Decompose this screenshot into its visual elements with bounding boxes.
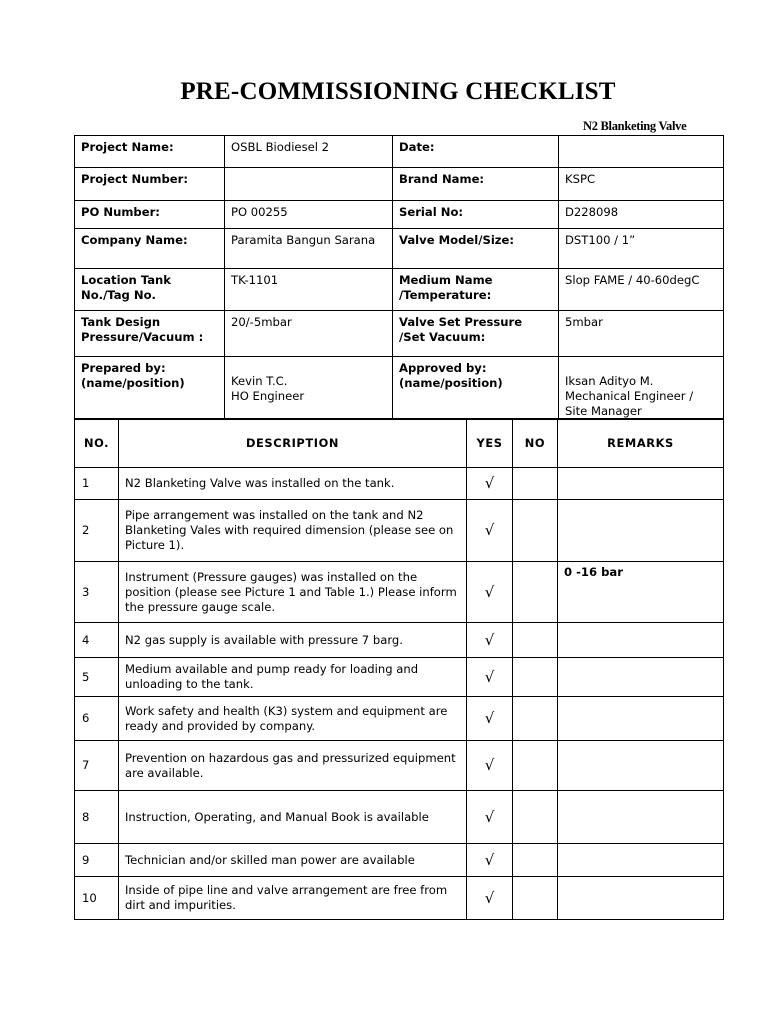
table-row: [75, 741, 724, 791]
row-no-check: [513, 741, 558, 791]
col-header-description: DESCRIPTION: [119, 419, 467, 468]
approved-by-label: Approved by: (name/position): [393, 357, 559, 420]
approved-by-value: [559, 357, 724, 420]
date-label: Date:: [393, 136, 559, 168]
col-header-no-mark: NO: [513, 419, 558, 468]
row-number: 5: [75, 658, 119, 697]
row-number: 9: [75, 844, 119, 877]
row-description: Instrument (Pressure gauges) was installed on the position (please see Picture 1 and Table 1.) Please inform the pressure gauge scale.: [119, 562, 467, 623]
row-description: N2 Blanketing Valve was installed on the tank.: [119, 468, 467, 500]
medium-value: Slop FAME / 40-60degC: [559, 269, 724, 311]
row-no-check: [513, 658, 558, 697]
row-no-check: [513, 697, 558, 741]
checklist-body: [75, 468, 724, 920]
table-row: [75, 697, 724, 741]
table-row: [75, 500, 724, 562]
row-description: Pipe arrangement was installed on the tank and N2 Blanketing Vales with required dimension (please see on Picture 1).: [119, 500, 467, 562]
table-row: [75, 877, 724, 920]
company-name-label: Company Name:: [75, 229, 225, 269]
col-header-yes: YES: [467, 419, 513, 468]
col-header-no: NO.: [75, 419, 119, 468]
row-number: 6: [75, 697, 119, 741]
table-row: [75, 844, 724, 877]
row-description: Instruction, Operating, and Manual Book is available: [119, 791, 467, 844]
project-name-value: OSBL Biodiesel 2: [225, 136, 393, 168]
tank-design-label: Tank Design Pressure/Vacuum :: [75, 311, 225, 357]
row-description: Inside of pipe line and valve arrangement are free from dirt and impurities.: [119, 877, 467, 920]
row-no-check: [513, 877, 558, 920]
table-row: [75, 562, 724, 623]
table-row: [75, 468, 724, 500]
project-name-label: Project Name:: [75, 136, 225, 168]
row-remarks: [558, 468, 724, 500]
row-no-check: [513, 791, 558, 844]
row-description: Work safety and health (K3) system and equipment are ready and provided by company.: [119, 697, 467, 741]
row-number: 3: [75, 562, 119, 623]
project-number-value: [225, 168, 393, 201]
row-no-check: [513, 623, 558, 658]
page-title: PRE-COMMISSIONING CHECKLIST: [180, 78, 616, 105]
row-description: Technician and/or skilled man power are available: [119, 844, 467, 877]
row-remarks: [558, 697, 724, 741]
row-yes-check: √: [467, 562, 513, 623]
row-yes-check: √: [467, 741, 513, 791]
po-number-label: PO Number:: [75, 201, 225, 229]
row-remarks: [558, 877, 724, 920]
row-remarks: [558, 844, 724, 877]
medium-label: Medium Name /Temperature:: [393, 269, 559, 311]
valve-model-value: DST100 / 1”: [559, 229, 724, 269]
row-yes-check: √: [467, 623, 513, 658]
row-yes-check: √: [467, 468, 513, 500]
checklist-table: [74, 418, 724, 920]
row-description: Medium available and pump ready for loading and unloading to the tank.: [119, 658, 467, 697]
row-remarks: [558, 658, 724, 697]
row-number: 7: [75, 741, 119, 791]
row-yes-check: √: [467, 697, 513, 741]
row-remarks: [558, 741, 724, 791]
row-yes-check: √: [467, 877, 513, 920]
prepared-by-value: [225, 357, 393, 420]
prepared-by-label: Prepared by: (name/position): [75, 357, 225, 420]
row-remarks: [558, 791, 724, 844]
row-yes-check: √: [467, 791, 513, 844]
col-header-remarks: REMARKS: [558, 419, 724, 468]
row-remarks: [558, 500, 724, 562]
row-number: 4: [75, 623, 119, 658]
row-remarks: 0 -16 bar: [558, 562, 724, 623]
approved-by-name: Iksan Adityo M.: [565, 374, 654, 388]
valve-model-label: Valve Model/Size:: [393, 229, 559, 269]
row-no-check: [513, 562, 558, 623]
tank-design-value: 20/-5mbar: [225, 311, 393, 357]
info-table: [74, 135, 724, 420]
row-number: 1: [75, 468, 119, 500]
approved-by-position: Mechanical Engineer / Site Manager: [565, 389, 694, 418]
row-yes-check: √: [467, 844, 513, 877]
serial-no-label: Serial No:: [393, 201, 559, 229]
table-row: [75, 791, 724, 844]
table-row: [75, 623, 724, 658]
valve-set-value: 5mbar: [559, 311, 724, 357]
row-remarks: [558, 623, 724, 658]
row-description: Prevention on hazardous gas and pressurized equipment are available.: [119, 741, 467, 791]
valve-set-label: Valve Set Pressure /Set Vacuum:: [393, 311, 559, 357]
brand-name-value: KSPC: [559, 168, 724, 201]
project-number-label: Project Number:: [75, 168, 225, 201]
row-description: N2 gas supply is available with pressure 7 barg.: [119, 623, 467, 658]
location-label: Location Tank No./Tag No.: [75, 269, 225, 311]
row-yes-check: √: [467, 500, 513, 562]
location-value: TK-1101: [225, 269, 393, 311]
page-subtitle: N2 Blanketing Valve: [583, 119, 687, 133]
row-no-check: [513, 468, 558, 500]
prepared-by-name: Kevin T.C.: [231, 374, 288, 388]
row-yes-check: √: [467, 658, 513, 697]
row-no-check: [513, 500, 558, 562]
po-number-value: PO 00255: [225, 201, 393, 229]
row-number: 8: [75, 791, 119, 844]
company-name-value: Paramita Bangun Sarana: [225, 229, 393, 269]
brand-name-label: Brand Name:: [393, 168, 559, 201]
row-no-check: [513, 844, 558, 877]
row-number: 2: [75, 500, 119, 562]
prepared-by-position: HO Engineer: [231, 389, 305, 403]
serial-no-value: D228098: [559, 201, 724, 229]
date-value: [559, 136, 724, 168]
table-row: [75, 658, 724, 697]
row-number: 10: [75, 877, 119, 920]
